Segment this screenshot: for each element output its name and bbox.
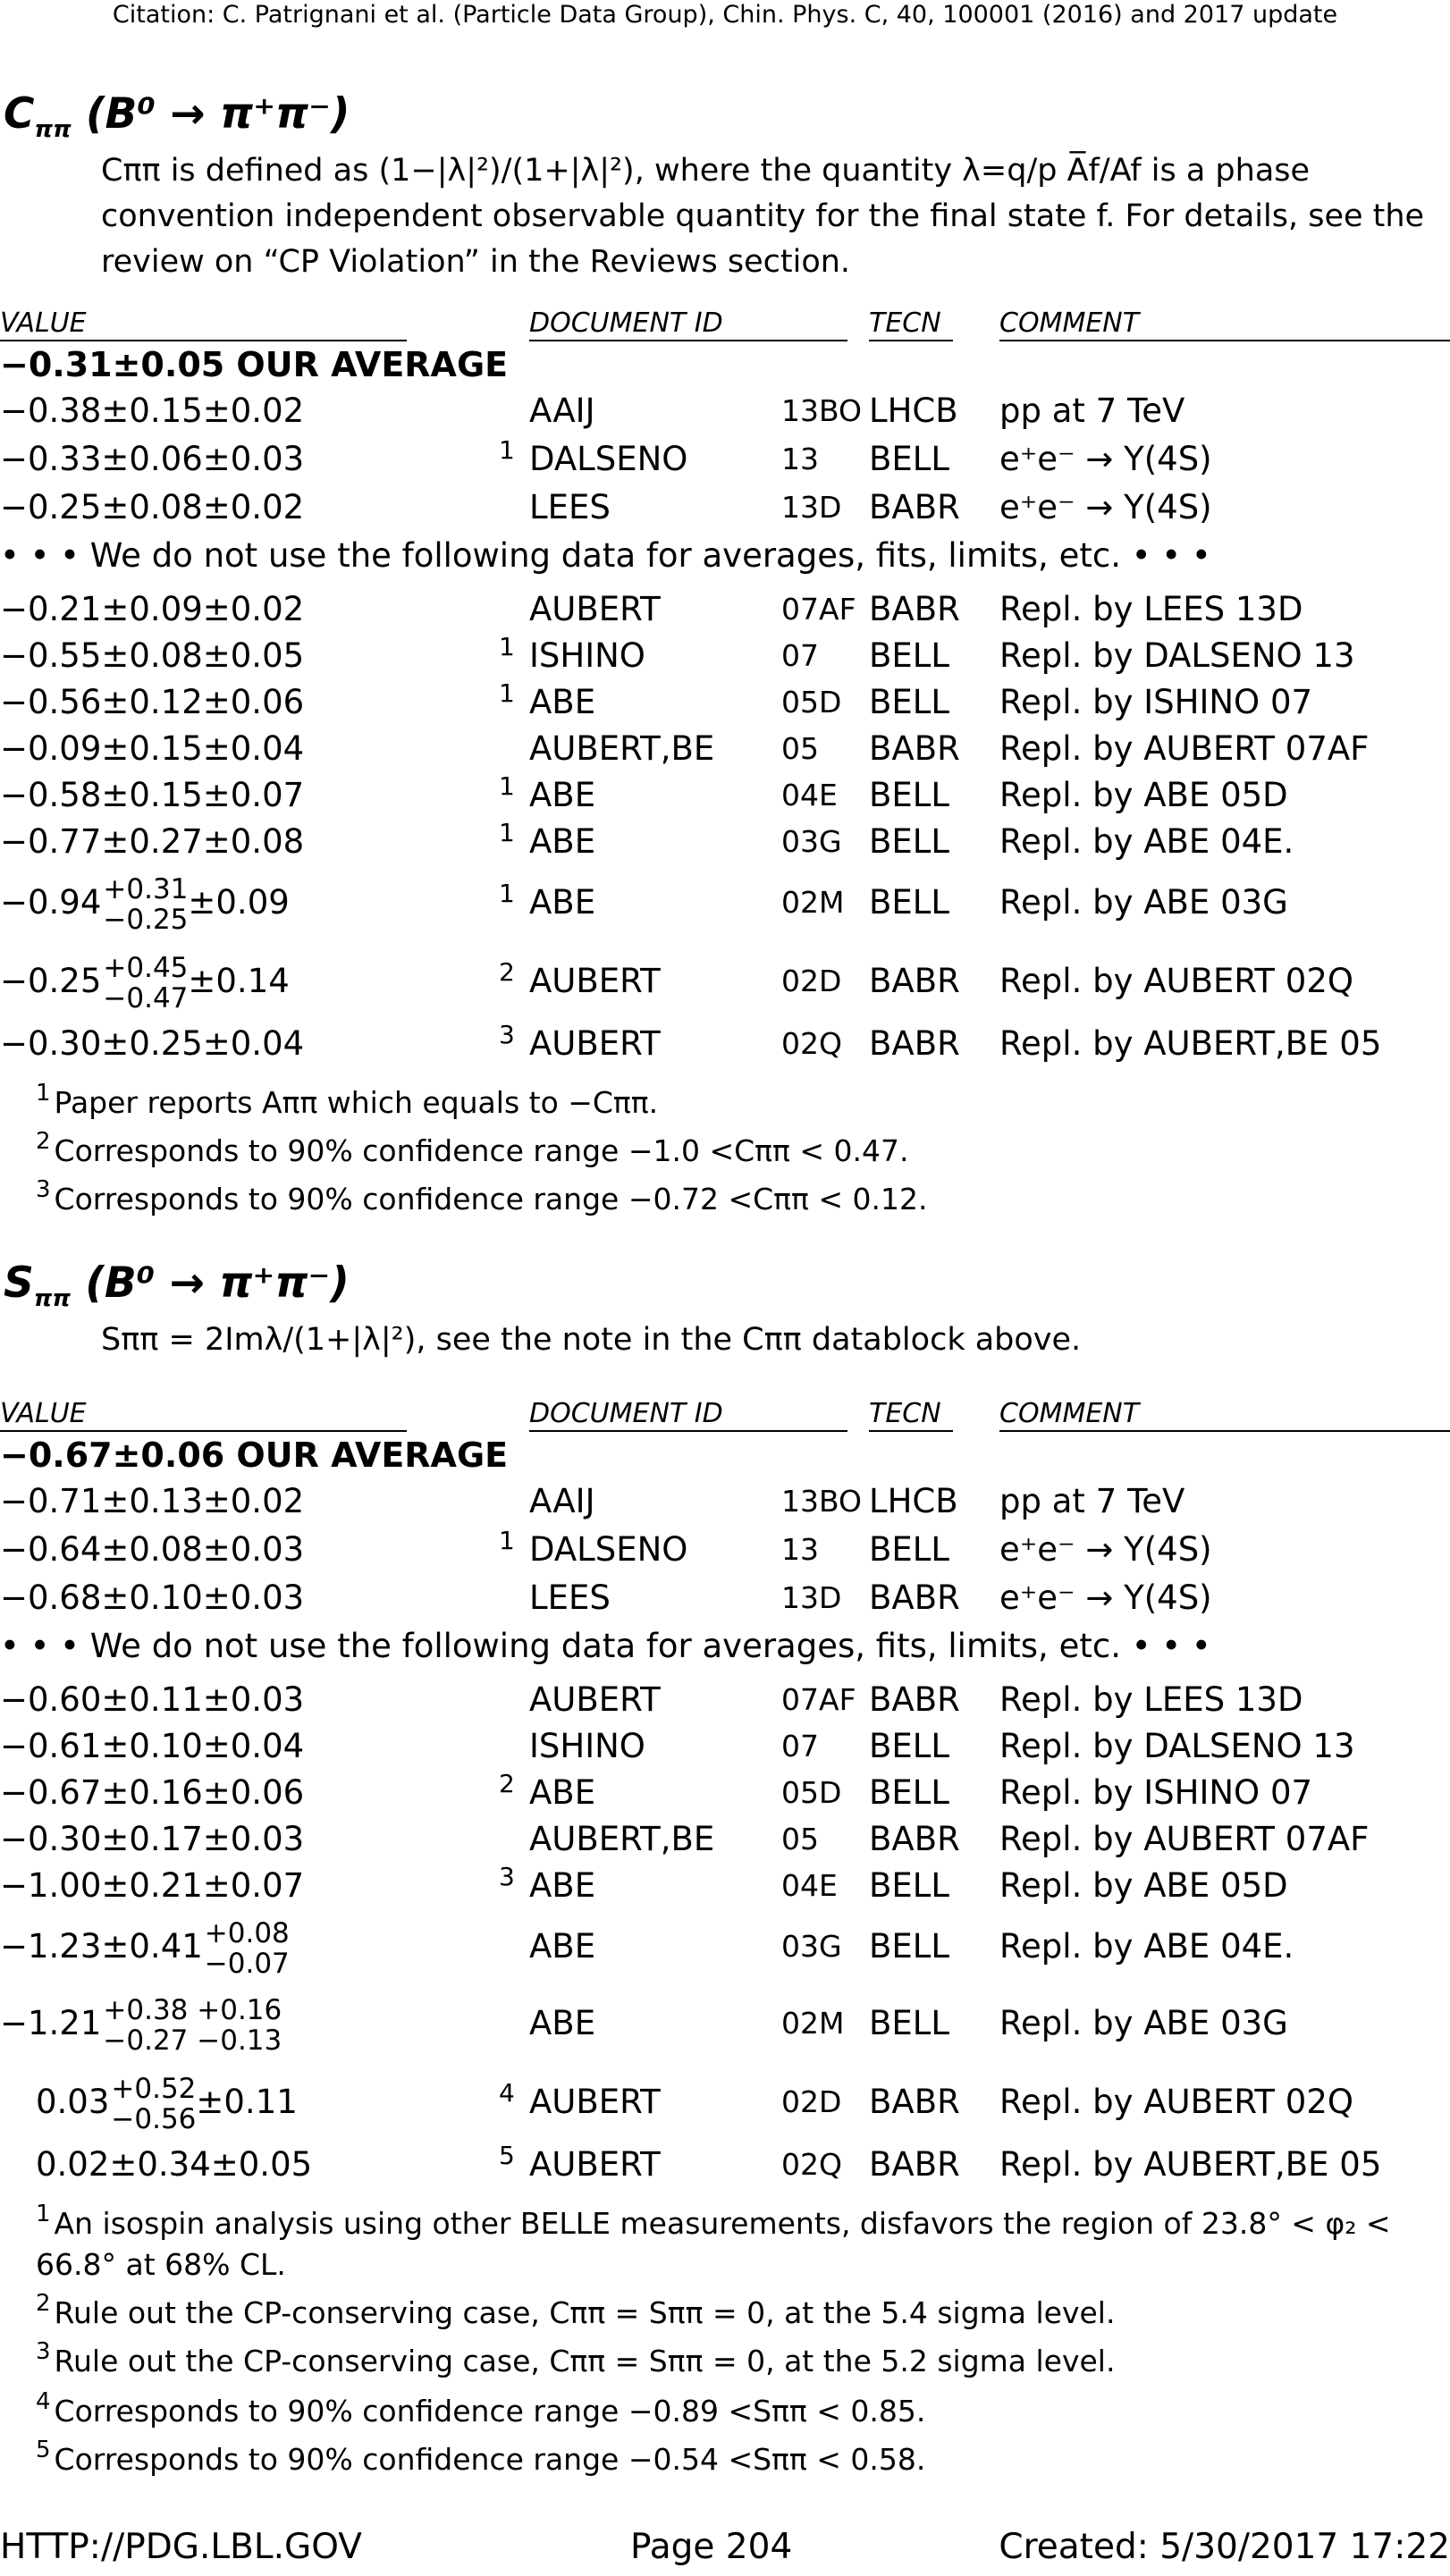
col-head-document: DOCUMENT ID [529, 1398, 847, 1432]
year: 02D [781, 2084, 842, 2119]
table-row [0, 633, 1450, 679]
document-id: AUBERT [529, 2145, 661, 2184]
document-id: ABE [529, 822, 596, 861]
comment: pp at 7 TeV [999, 391, 1185, 430]
value [0, 869, 290, 937]
comment: Repl. by AUBERT 07AF [999, 1820, 1370, 1858]
title-symbol: C [4, 89, 35, 139]
footnote [36, 1121, 1448, 1172]
value: −0.33±0.06±0.03 [0, 440, 305, 478]
footnote-ref: 1 [499, 1526, 515, 1555]
table-row [0, 1913, 1450, 1981]
table-row [0, 436, 1450, 483]
document-id: AUBERT [529, 2083, 661, 2121]
year: 03G [781, 1929, 842, 1964]
footnote-ref: 1 [499, 435, 515, 465]
footnote-number: 5 [36, 2437, 51, 2463]
value-syst: ±0.11 [196, 2083, 298, 2121]
value: 0.02±0.34±0.05 [36, 2145, 313, 2184]
technique: BELL [869, 440, 949, 478]
footnote [36, 1073, 1448, 1124]
footnote-number: 1 [36, 1080, 51, 1107]
asym-error [103, 953, 188, 1014]
error-up: +0.31 [103, 872, 189, 905]
document-id: AUBERT,BE [529, 729, 715, 768]
table-row [0, 2068, 1450, 2136]
table-row [0, 772, 1450, 819]
value: −0.30±0.17±0.03 [0, 1820, 305, 1858]
footnote-ref: 3 [499, 1020, 515, 1049]
table-row [0, 388, 1450, 434]
technique: BELL [869, 683, 949, 721]
footer-created: Created: 5/30/2017 17:22 [999, 2527, 1450, 2567]
year: 07AF [781, 1682, 856, 1717]
technique: BABR [869, 1680, 960, 1719]
footnote-number: 3 [36, 1176, 51, 1203]
error-up: +0.52 [111, 2072, 197, 2105]
table-row [0, 1575, 1450, 1621]
comment: Repl. by AUBERT 02Q [999, 2083, 1353, 2121]
document-id: AUBERT [529, 1024, 661, 1063]
comment: Repl. by AUBERT 07AF [999, 729, 1370, 768]
section-description: Cππ is defined as (1−|λ|²)/(1+|λ|²), where the quantity λ=q/p A̅f/Af is a phase convention independent observable quantity for the final state f. For details, see the review on “CP Violation” in the Reviews section. [101, 153, 1425, 280]
value [0, 1990, 282, 2058]
table-row [0, 1478, 1450, 1525]
year: 02D [781, 964, 842, 998]
section-title [4, 89, 350, 155]
table-row [0, 726, 1450, 772]
col-head-value: VALUE [0, 307, 407, 341]
year: 03G [781, 824, 842, 859]
error-up: +0.08 [204, 1916, 290, 1949]
table-row [0, 586, 1450, 633]
footer-page: Page 204 [630, 2527, 793, 2567]
value-syst: ±0.14 [188, 962, 290, 1000]
year: 13D [781, 490, 842, 525]
asym-error [205, 1918, 290, 1979]
document-id: LEES [529, 1578, 611, 1617]
value: −0.58±0.15±0.07 [0, 776, 305, 814]
value: −0.25±0.08±0.02 [0, 488, 305, 526]
value-central: −1.21 [0, 2004, 102, 2042]
document-id: ISHINO [529, 1727, 645, 1765]
technique: LHCB [869, 391, 958, 430]
document-id: LEES [529, 488, 611, 526]
value: −0.60±0.11±0.03 [0, 1680, 305, 1719]
year: 04E [781, 778, 838, 812]
document-id: ABE [529, 1866, 596, 1905]
document-id: AUBERT,BE [529, 1820, 715, 1858]
asym-error [103, 1995, 282, 2056]
title-process: (B⁰ → π⁺π⁻) [85, 1259, 350, 1308]
value: −0.38±0.15±0.02 [0, 391, 305, 430]
comment: e⁺e⁻ → Υ(4S) [999, 488, 1212, 526]
table-row [0, 1816, 1450, 1863]
comment: Repl. by DALSENO 13 [999, 1727, 1355, 1765]
comment: Repl. by ABE 03G [999, 2004, 1288, 2042]
value-central: 0.03 [36, 2083, 110, 2121]
table-row [0, 1527, 1450, 1573]
technique: BELL [869, 1866, 949, 1905]
footnote-ref: 3 [499, 1862, 515, 1891]
value: −0.71±0.13±0.02 [0, 1482, 305, 1520]
technique: BABR [869, 2145, 960, 2184]
year: 13D [781, 1580, 842, 1615]
document-id: AUBERT [529, 1680, 661, 1719]
year: 13 [781, 442, 819, 476]
document-id: AUBERT [529, 962, 661, 1000]
footnote-number: 4 [36, 2388, 51, 2415]
footnote-text: Corresponds to 90% confidence range −0.54 <Sππ < 0.58. [54, 2442, 926, 2477]
year: 05 [781, 1822, 819, 1856]
footnote-ref: 1 [499, 678, 515, 708]
value: −0.09±0.15±0.04 [0, 729, 305, 768]
comment: Repl. by ABE 04E. [999, 1927, 1294, 1966]
not-used-note: • • • We do not use the following data for averages, fits, limits, etc. • • • [0, 1627, 1211, 1665]
footnote-ref: 1 [499, 818, 515, 847]
table-row [0, 1021, 1450, 1067]
year: 04E [781, 1868, 838, 1903]
technique: BABR [869, 488, 960, 526]
comment: Repl. by ISHINO 07 [999, 1773, 1313, 1812]
document-id: ABE [529, 776, 596, 814]
footnote-ref: 2 [499, 1769, 515, 1798]
value: −0.64±0.08±0.03 [0, 1530, 305, 1569]
section-title [4, 1259, 350, 1324]
average-row [0, 1432, 1450, 1478]
comment: Repl. by AUBERT,BE 05 [999, 1024, 1382, 1063]
comment: Repl. by ABE 04E. [999, 822, 1294, 861]
year: 02Q [781, 2147, 842, 2182]
value: −0.56±0.12±0.06 [0, 683, 305, 721]
technique: BABR [869, 2083, 960, 2121]
table-row [0, 1863, 1450, 1909]
citation-header: Citation: C. Patrignani et al. (Particle Data Group), Chin. Phys. C, 40, 100001 (2016) and 2017 update [112, 1, 1338, 29]
table-row [0, 869, 1450, 937]
table-row [0, 947, 1450, 1015]
table-row [0, 2142, 1450, 2188]
value: −1.00±0.21±0.07 [0, 1866, 305, 1905]
footnote-text: Rule out the CP-conserving case, Cππ = Sππ = 0, at the 5.4 sigma level. [54, 2295, 1116, 2330]
footnote-ref: 4 [499, 2078, 515, 2108]
table-row [0, 1770, 1450, 1816]
col-head-comment: COMMENT [999, 307, 1450, 341]
technique: BELL [869, 776, 949, 814]
value-central: −1.23±0.41 [0, 1927, 203, 1966]
footnote-text: Corresponds to 90% confidence range −1.0 <Cππ < 0.47. [54, 1133, 909, 1168]
footnote [36, 2283, 1448, 2334]
technique: LHCB [869, 1482, 958, 1520]
technique: BELL [869, 2004, 949, 2042]
page-footer [0, 2522, 1450, 2572]
footnote-text: An isospin analysis using other BELLE measurements, disfavors the region of 23.8° < φ₂ < 66.8° at 68% CL. [36, 2206, 1391, 2282]
value: −0.55±0.08±0.05 [0, 636, 305, 675]
document-id: ABE [529, 2004, 596, 2042]
col-head-tecn: TECN [869, 307, 953, 341]
footnote-number: 2 [36, 2290, 51, 2317]
average-value: −0.67±0.06 OUR AVERAGE [0, 1435, 509, 1475]
footnote-number: 2 [36, 1128, 51, 1155]
comment: e⁺e⁻ → Υ(4S) [999, 1578, 1212, 1617]
document-id: ABE [529, 883, 596, 922]
technique: BABR [869, 590, 960, 628]
year: 05 [781, 731, 819, 766]
technique: BELL [869, 1927, 949, 1966]
footer-url[interactable]: HTTP://PDG.LBL.GOV [0, 2527, 362, 2567]
title-symbol: S [4, 1259, 34, 1308]
year: 02M [781, 885, 845, 920]
footnote-number: 3 [36, 2338, 51, 2365]
col-head-comment: COMMENT [999, 1398, 1450, 1432]
table-row [0, 1677, 1450, 1723]
footnote-ref: 1 [499, 879, 515, 908]
error-up: +0.38 +0.16 [103, 1993, 282, 2026]
year: 05D [781, 685, 842, 720]
technique: BELL [869, 1530, 949, 1569]
document-id: ABE [529, 1927, 596, 1966]
footnote-text: Rule out the CP-conserving case, Cππ = Sππ = 0, at the 5.2 sigma level. [54, 2344, 1116, 2378]
footnote [36, 2193, 1448, 2286]
technique: BABR [869, 962, 960, 1000]
footnote [36, 2429, 1448, 2480]
table-row [0, 1990, 1450, 2058]
document-id: ABE [529, 683, 596, 721]
technique: BELL [869, 822, 949, 861]
comment: e⁺e⁻ → Υ(4S) [999, 1530, 1212, 1569]
document-id: ABE [529, 1773, 596, 1812]
footnote-ref: 1 [499, 771, 515, 801]
table-row [0, 1723, 1450, 1770]
value-syst: ±0.09 [188, 883, 290, 922]
col-head-tecn: TECN [869, 1398, 953, 1432]
col-head-document: DOCUMENT ID [529, 307, 847, 341]
comment: Repl. by AUBERT 02Q [999, 962, 1353, 1000]
technique: BABR [869, 1820, 960, 1858]
document-id: AAIJ [529, 1482, 595, 1520]
footnote-text: Paper reports Aππ which equals to −Cππ. [54, 1085, 659, 1120]
footnote-text: Corresponds to 90% confidence range −0.89 <Sππ < 0.85. [54, 2394, 926, 2429]
asym-error [103, 874, 188, 935]
year: 13BO [781, 1484, 863, 1519]
comment: pp at 7 TeV [999, 1482, 1185, 1520]
document-id: ISHINO [529, 636, 645, 675]
document-id: AAIJ [529, 391, 595, 430]
document-id: DALSENO [529, 440, 688, 478]
comment: Repl. by ABE 05D [999, 1866, 1288, 1905]
value-central: −0.94 [0, 883, 102, 922]
title-subscript: ππ [34, 116, 72, 143]
year: 13 [781, 1532, 819, 1567]
comment: Repl. by LEES 13D [999, 590, 1303, 628]
error-down: −0.56 [111, 2102, 197, 2135]
error-down: −0.47 [103, 981, 189, 1014]
footnote [36, 1169, 1448, 1220]
comment: Repl. by LEES 13D [999, 1680, 1303, 1719]
footnote-ref: 2 [499, 957, 515, 987]
title-subscript: ππ [33, 1285, 71, 1312]
table-row [0, 679, 1450, 726]
document-id: DALSENO [529, 1530, 688, 1569]
technique: BELL [869, 883, 949, 922]
footnote [36, 2331, 1448, 2382]
col-head-value: VALUE [0, 1398, 407, 1432]
footnote-text: Corresponds to 90% confidence range −0.72 <Cππ < 0.12. [54, 1182, 928, 1216]
error-down: −0.25 [103, 903, 189, 936]
average-value: −0.31±0.05 OUR AVERAGE [0, 345, 509, 384]
comment: Repl. by ISHINO 07 [999, 683, 1313, 721]
technique: BABR [869, 729, 960, 768]
value: −0.67±0.16±0.06 [0, 1773, 305, 1812]
error-down: −0.07 [204, 1947, 290, 1980]
technique: BABR [869, 1578, 960, 1617]
technique: BELL [869, 636, 949, 675]
comment: Repl. by ABE 05D [999, 776, 1288, 814]
year: 07 [781, 1729, 819, 1764]
year: 07 [781, 638, 819, 673]
value-central: −0.25 [0, 962, 102, 1000]
comment: Repl. by AUBERT,BE 05 [999, 2145, 1382, 2184]
value [0, 947, 290, 1015]
not-used-note: • • • We do not use the following data for averages, fits, limits, etc. • • • [0, 536, 1211, 575]
error-down: −0.27 −0.13 [103, 2024, 282, 2057]
table-row [0, 484, 1450, 531]
value: −0.30±0.25±0.04 [0, 1024, 305, 1063]
footnote-ref: 5 [499, 2141, 515, 2170]
value: −0.77±0.27±0.08 [0, 822, 305, 861]
comment: Repl. by DALSENO 13 [999, 636, 1355, 675]
year: 02Q [781, 1026, 842, 1061]
comment: e⁺e⁻ → Υ(4S) [999, 440, 1212, 478]
document-id: AUBERT [529, 590, 661, 628]
value [36, 2068, 298, 2136]
year: 05D [781, 1775, 842, 1810]
average-row [0, 341, 1450, 388]
technique: BELL [869, 1773, 949, 1812]
technique: BABR [869, 1024, 960, 1063]
footnote-ref: 1 [499, 632, 515, 661]
value [0, 1913, 290, 1981]
asym-error [111, 2074, 196, 2134]
year: 07AF [781, 592, 856, 627]
footnote [36, 2381, 1448, 2432]
comment: Repl. by ABE 03G [999, 883, 1288, 922]
footnote-number: 1 [36, 2201, 51, 2227]
table-row [0, 819, 1450, 865]
section-description: Sππ = 2Imλ/(1+|λ|²), see the note in the Cππ datablock above. [101, 1322, 1082, 1358]
title-process: (B⁰ → π⁺π⁻) [86, 89, 350, 139]
value: −0.68±0.10±0.03 [0, 1578, 305, 1617]
error-up: +0.45 [103, 951, 189, 984]
year: 13BO [781, 393, 863, 428]
value: −0.21±0.09±0.02 [0, 590, 305, 628]
year: 02M [781, 2006, 845, 2041]
technique: BELL [869, 1727, 949, 1765]
value: −0.61±0.10±0.04 [0, 1727, 305, 1765]
